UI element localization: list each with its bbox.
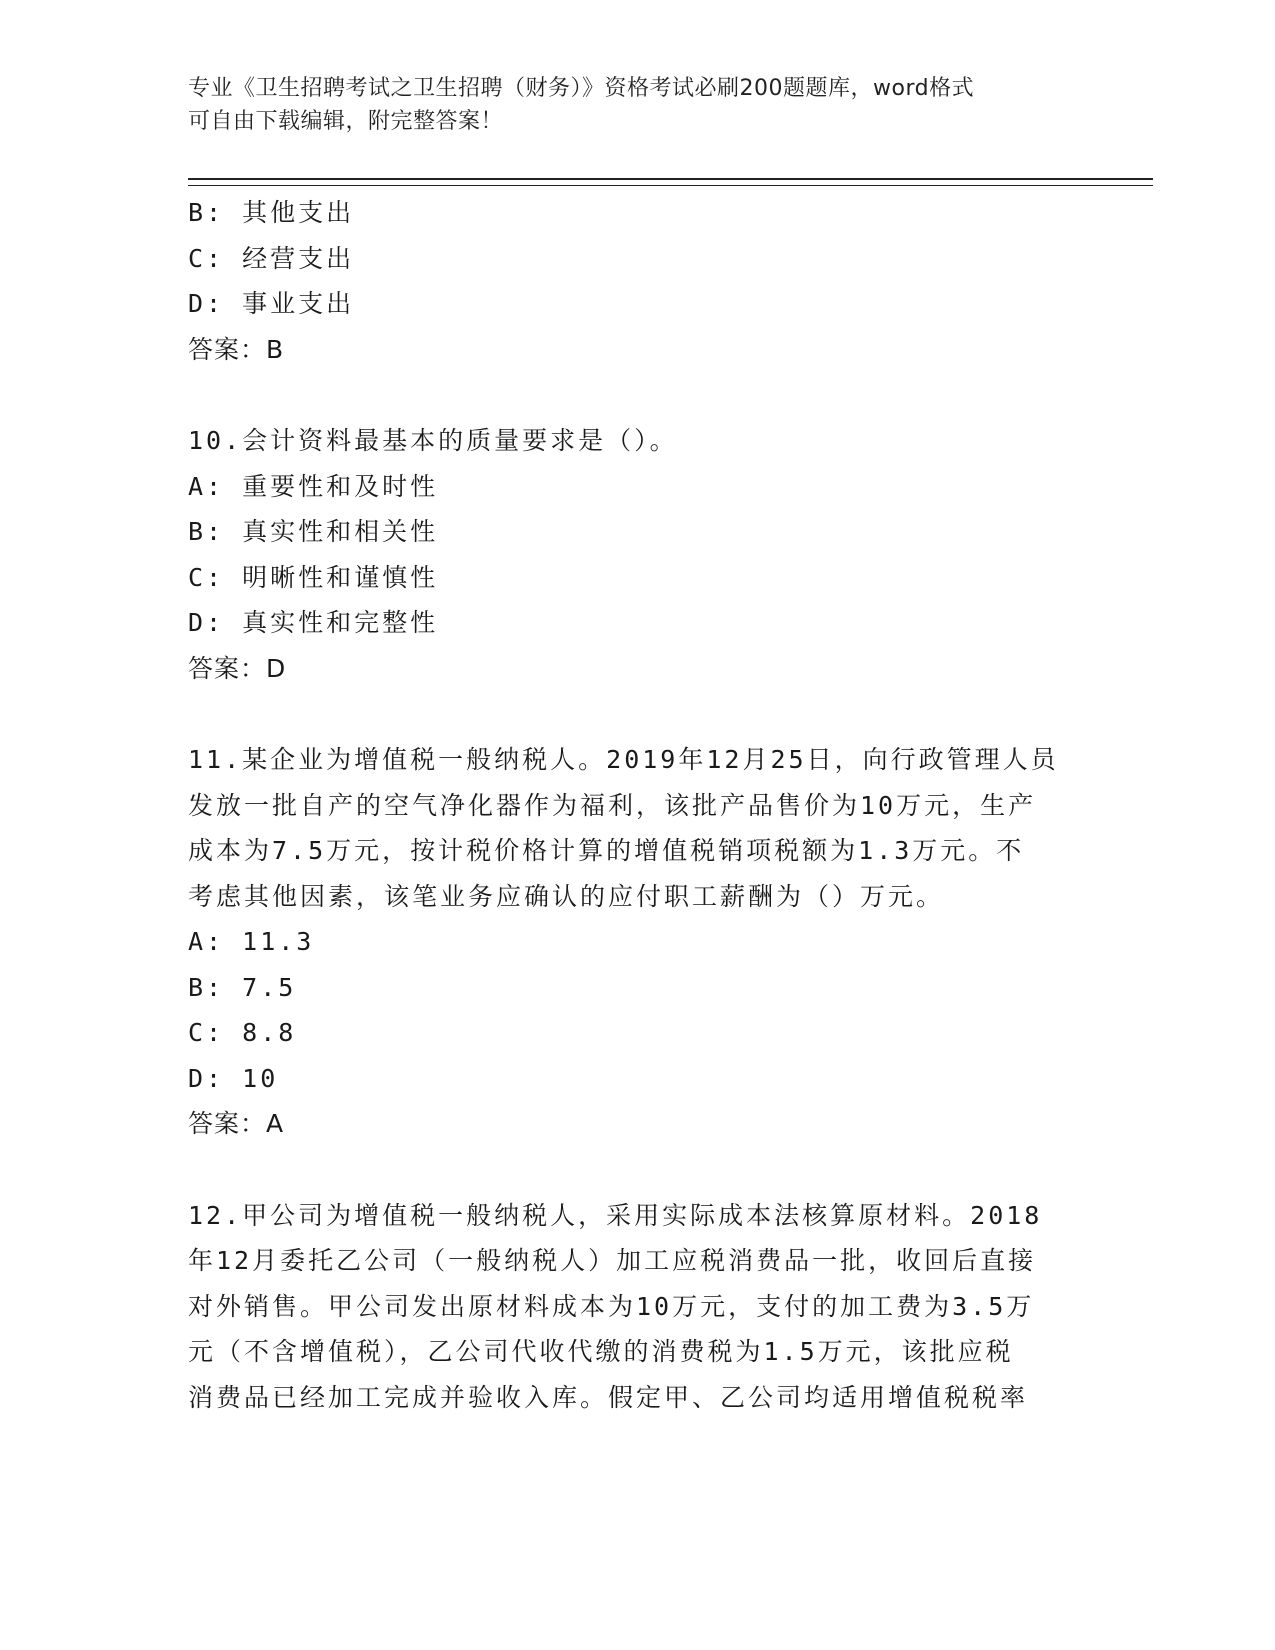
question-text-line: 年12月委托乙公司（一般纳税人）加工应税消费品一批，收回后直接 xyxy=(188,1246,1037,1275)
answer-line: 答案：D xyxy=(188,653,287,683)
option-c: C: 8.8 xyxy=(188,1018,297,1047)
question-text-line: 考虑其他因素，该笔业务应确认的应付职工薪酬为（）万元。 xyxy=(188,881,945,911)
option-d: D: 事业支出 xyxy=(188,289,355,318)
question-text-line: 11.某企业为增值税一般纳税人。2019年12月25日，向行政管理人员 xyxy=(188,745,1059,774)
document-body xyxy=(188,190,1088,1420)
question-12 xyxy=(188,1193,1088,1421)
answer-line: 答案：A xyxy=(188,1109,285,1138)
question-9-continued xyxy=(188,190,1088,372)
option-d: D: 10 xyxy=(188,1063,279,1093)
question-text-line: 元（不含增值税），乙公司代收代缴的消费税为1.5万元，该批应税 xyxy=(188,1337,1014,1366)
question-10 xyxy=(188,418,1088,691)
header-line-1: 专业《卫生招聘考试之卫生招聘（财务）》资格考试必刷200题题库，word格式 xyxy=(188,76,975,101)
page-header xyxy=(188,72,1088,138)
option-c: C: 经营支出 xyxy=(188,243,355,273)
option-a: A: 11.3 xyxy=(188,927,315,956)
option-b: B: 真实性和相关性 xyxy=(188,517,439,546)
option-a: A: 重要性和及时性 xyxy=(188,471,439,501)
question-text-line: 成本为7.5万元，按计税价格计算的增值税销项税额为1.3万元。不 xyxy=(188,836,1025,865)
option-c: C: 明晰性和谨慎性 xyxy=(188,562,439,592)
option-b: B: 其他支出 xyxy=(188,198,355,227)
header-line-2: 可自由下载编辑，附完整答案！ xyxy=(188,109,504,134)
question-text-line: 对外销售。甲公司发出原材料成本为10万元，支付的加工费为3.5万 xyxy=(188,1291,1035,1321)
header-divider xyxy=(188,178,1153,186)
question-text: 10.会计资料最基本的质量要求是（）。 xyxy=(188,426,678,455)
answer-line: 答案：B xyxy=(188,334,285,364)
option-b: B: 7.5 xyxy=(188,972,297,1002)
question-11 xyxy=(188,737,1088,1147)
question-text-line: 12.甲公司为增值税一般纳税人，采用实际成本法核算原材料。2018 xyxy=(188,1200,1043,1230)
option-d: D: 真实性和完整性 xyxy=(188,608,439,637)
question-text-line: 发放一批自产的空气净化器作为福利，该批产品售价为10万元，生产 xyxy=(188,790,1037,820)
question-text-line: 消费品已经加工完成并验收入库。假定甲、乙公司均适用增值税税率 xyxy=(188,1382,1029,1412)
